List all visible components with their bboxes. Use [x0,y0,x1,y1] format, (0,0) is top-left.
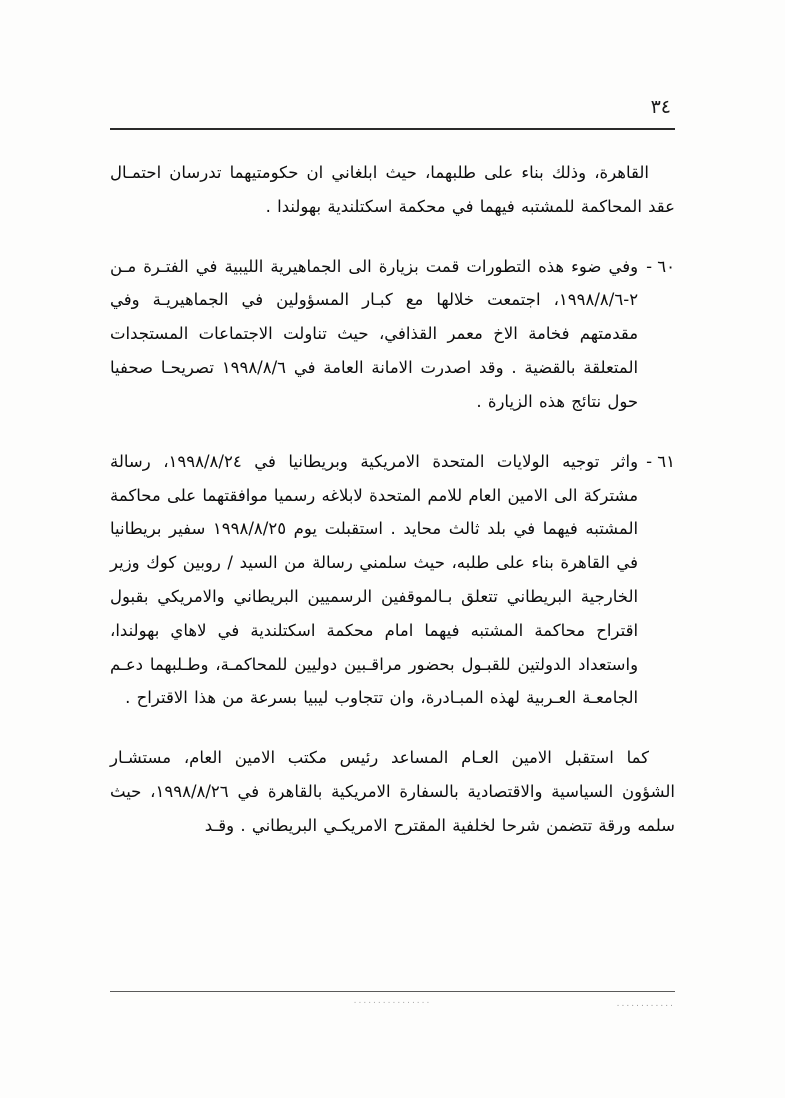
paragraph-60 [110,250,675,419]
footer-dots: ............ [616,999,675,1009]
footer-note: ................ [353,996,432,1006]
page-footer [110,991,675,1009]
paragraph-final: كما استقبل الامين العـام المساعد رئيس مكتب الامين العام، مستشـار الشؤون السياسية والاقتصادية بالسفارة الامريكية بالقاهرة في ١٩٩٨/٨/٢٦، حيث سلمه ورقة تتضمن شرحا لخلفية المقترح الامريكـي البريطاني . وقـد [110,748,675,835]
paragraph-60-text: وفي ضوء هذه التطورات قمت بزيارة الى الجماهيرية الليبية في الفتـرة مـن ٢-١٩٩٨/٨/٦، اجتمعت خلالها مع كبـار المسؤولين في الجماهيريـة وفي مقدمتهم فخامة الاخ معمر القذافي، حيث تناولت الاجتماعات المستجدات المتعلقة بالقضية . وقد اصدرت الامانة العامة في ١٩٩٨/٨/٦ تصريحـا صحفيا حول نتائج هذه الزيارة . [110,256,639,411]
page-number: ٣٤ [650,96,671,118]
page-content [110,96,675,869]
paragraph-continuation: القاهرة، وذلك بناء على طلبهما، حيث ابلغاني ان حكومتيهما تدرسان احتمـال عقد المحاكمة للمشتبه فيهما في محكمة اسكتلندية بهولندا . [110,163,675,216]
header-divider [110,128,675,130]
paragraph-61-marker: ٦١ - [646,451,675,471]
footer-divider [110,991,675,992]
paragraph-60-marker: ٦٠ - [646,256,675,276]
paragraph-61 [110,445,675,716]
paragraph-61-text: واثر توجيه الولايات المتحدة الامريكية وبريطانيا في ١٩٩٨/٨/٢٤، رسالة مشتركة الى الامين العام للامم المتحدة لابلاغه رسميا موافقتهما على محاكمة المشتبه فيهما في بلد ثالث محايد . استقبلت يوم ١٩٩٨/٨/٢٥ سفير بريطانيا في القاهرة بناء على طلبه، حيث سلمني رسالة من السيد / روبين كوك وزير الخارجية البريطاني تتعلق بـالموقفين الرسميين البريطاني والامريكي بقبول اقتراح محاكمة المشتبه فيهما امام محكمة اسكتلندية في لاهاي بهولندا، واستعداد الدولتين للقبـول بحضور مراقـبين دوليين للمحاكمـة، وطـلبهما دعـم الجامعـة العـربية لهذه المبـادرة، وان تتجاوب ليبيا بسرعة من هذا الاقتراح . [110,451,639,708]
